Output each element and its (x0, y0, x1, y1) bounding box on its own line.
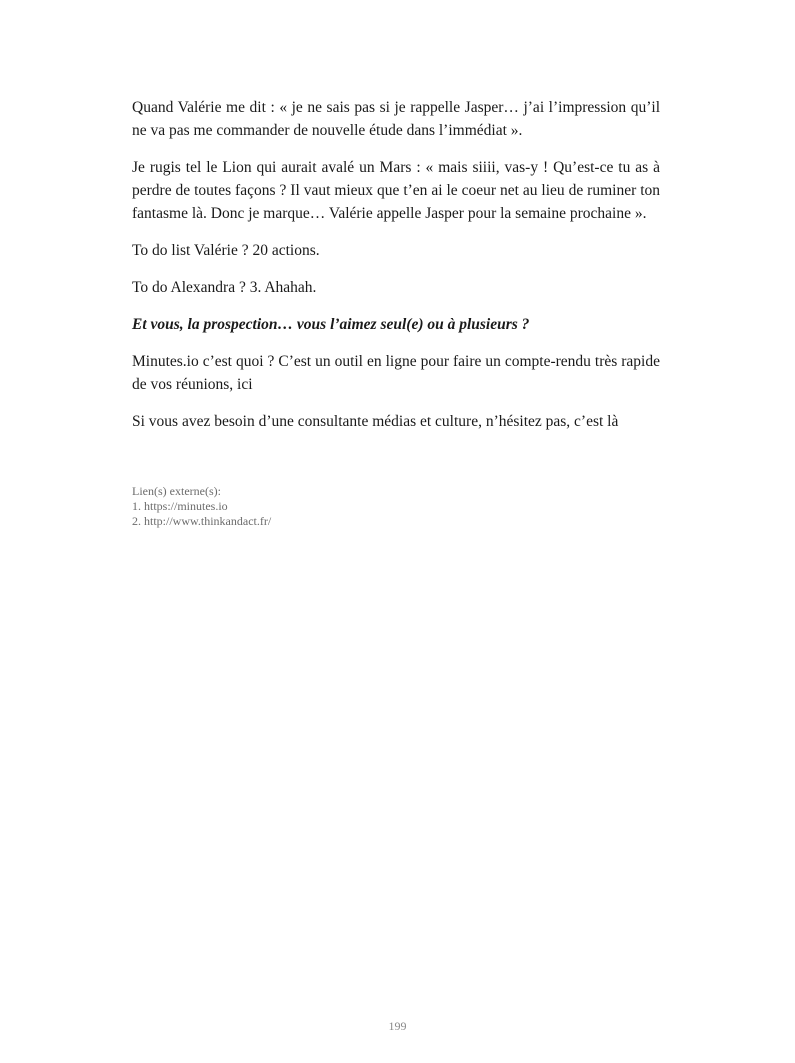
external-link-2[interactable]: 2. http://www.thinkandact.fr/ (132, 514, 272, 528)
paragraph-valerie-quote: Quand Valérie me dit : « je ne sais pas si je rappelle Jasper… j’ai l’impression qu’il ne va pas me commander de nouvelle étude dans l’immédiat ». (132, 99, 660, 139)
paragraph-question: Et vous, la prospection… vous l’aimez seul(e) ou à plusieurs ? (132, 316, 530, 333)
page-number: 199 (388, 1019, 407, 1033)
paragraph-consultant: Si vous avez besoin d’une consultante médias et culture, n’hésitez pas, c’est là (132, 413, 619, 430)
paragraph-lion-reply: Je rugis tel le Lion qui aurait avalé un Mars : « mais siiii, vas-y ! Qu’est-ce tu as à perdre de toutes façons ? Il vaut mieux que t’en ai le coeur net au lieu de ruminer ton fantasme là. Donc je marque… Valérie appelle Jasper pour la semaine prochaine ». (132, 159, 660, 222)
external-links-heading: Lien(s) externe(s): (132, 484, 221, 498)
body-text (132, 96, 660, 447)
external-links (132, 484, 532, 529)
external-link-1[interactable]: 1. https://minutes.io (132, 499, 228, 513)
paragraph-todo-alexandra: To do Alexandra ? 3. Ahahah. (132, 279, 317, 296)
paragraph-minutes-io: Minutes.io c’est quoi ? C’est un outil en ligne pour faire un compte-rendu très rapide de vos réunions, ici (132, 353, 660, 393)
paragraph-todo-valerie: To do list Valérie ? 20 actions. (132, 242, 320, 259)
